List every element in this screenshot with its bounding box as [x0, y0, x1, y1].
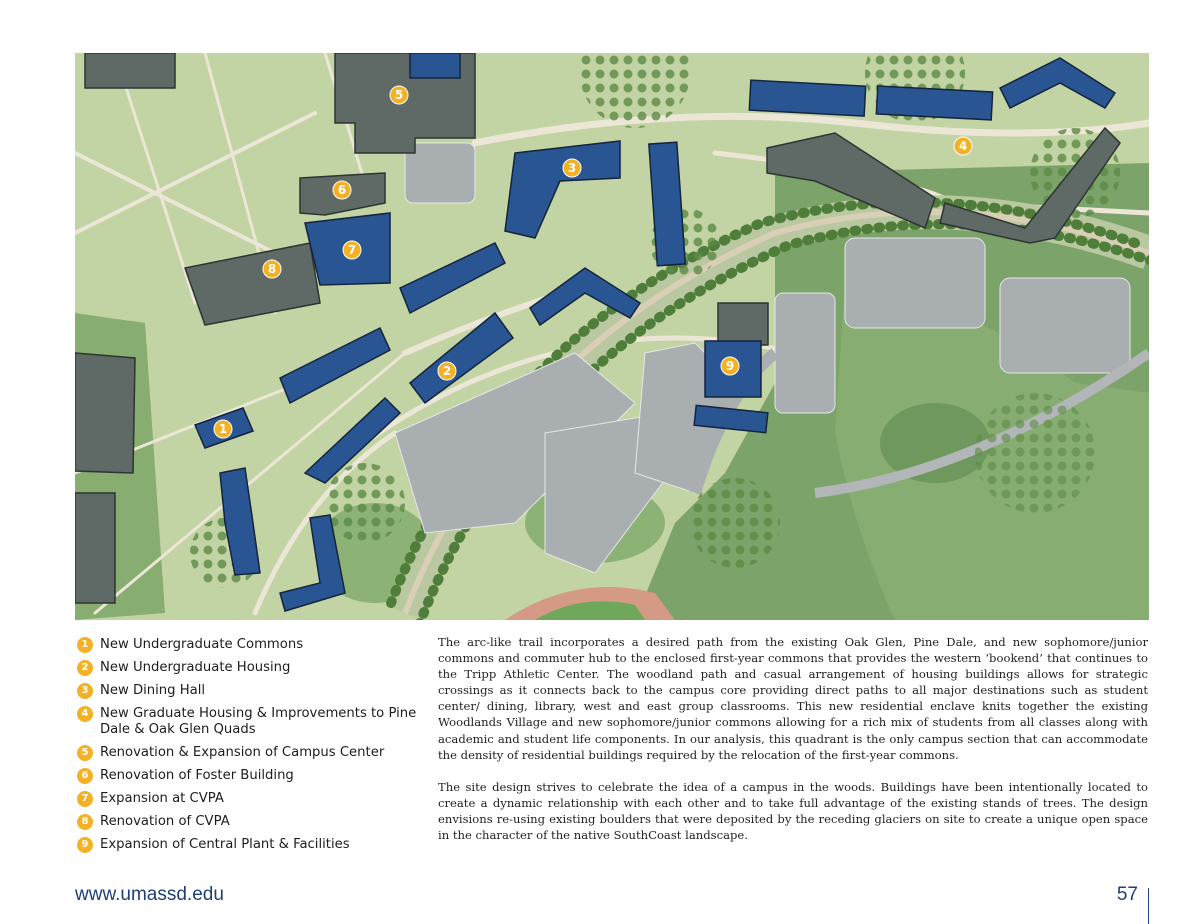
marker-label: 6 [337, 183, 347, 197]
map-legend [77, 637, 422, 860]
legend-label: Renovation & Expansion of Campus Center [100, 745, 385, 760]
legend-number-badge: 2 [77, 660, 93, 676]
map-marker-9 [721, 357, 739, 375]
legend-label: New Dining Hall [100, 683, 206, 698]
body-paragraph: The site design strives to celebrate the idea of a campus in the woods. Buildings have been intentionally located to create a dynamic relationship with each other and to take full advantage of the existing stands of trees. The design envisions re-using existing boulders that were deposited by the receding glaciers on site to create a unique open space in the character of the native SouthCoast landscape. [438, 779, 1148, 843]
marker-label: 9 [725, 359, 735, 373]
tree-cluster [975, 393, 1095, 513]
parking-lot-facilities [775, 293, 835, 413]
legend-number-badge: 9 [77, 837, 93, 853]
legend-label: Expansion of Central Plant & Facilities [100, 837, 350, 852]
legend-number-badge: 4 [77, 706, 93, 722]
legend-item [77, 706, 422, 738]
page-number-rule [1148, 888, 1149, 924]
body-paragraph: The arc-like trail incorporates a desired path from the existing Oak Glen, Pine Dale, and new sophomore/junior commons and commuter hub to the enclosed first-year commons that provides the western ‘bookend’ that continues to the Tripp Athletic Center. The woodland path and casual arrangement of housing buildings allows for strategic crossings as it connects back to the campus core providing direct paths to all major destinations such as student center/ dining, library, west and east group classrooms. This new residential enclave knits together the existing Woodlands Village and new sophomore/junior commons allowing for a rich mix of students from all classes along with academic and student life components. In our analysis, this quadrant is the only campus section that can accommodate the density of residential buildings required by the relocation of the first-year commons. [438, 635, 1148, 762]
legend-item [77, 768, 422, 784]
page-number: 57 [1116, 884, 1138, 905]
legend-number-badge: 8 [77, 814, 93, 830]
wooded-clearing [880, 403, 990, 483]
marker-label: 2 [442, 364, 452, 378]
map-marker-7 [343, 241, 361, 259]
legend-number-badge: 3 [77, 683, 93, 699]
map-marker-6 [333, 181, 351, 199]
map-marker-1 [214, 420, 232, 438]
housing-building [749, 80, 865, 116]
legend-label: Expansion at CVPA [100, 791, 224, 806]
legend-label: New Undergraduate Housing [100, 660, 291, 675]
existing-building-southwest [75, 493, 115, 603]
parking-lot-east [845, 238, 985, 328]
marker-label: 7 [347, 243, 357, 257]
legend-number-badge: 5 [77, 745, 93, 761]
map-marker-3 [563, 159, 581, 177]
body-text [438, 634, 1148, 859]
legend-label: Renovation of Foster Building [100, 768, 294, 783]
marker-label: 1 [218, 422, 228, 436]
legend-number-badge: 7 [77, 791, 93, 807]
legend-label: New Undergraduate Commons [100, 637, 304, 652]
footer-url[interactable]: www.umassd.edu [75, 884, 224, 905]
tree-cluster [690, 478, 780, 568]
map-marker-5 [390, 86, 408, 104]
map-marker-2 [438, 362, 456, 380]
legend-item [77, 745, 422, 761]
map-marker-8 [263, 260, 281, 278]
legend-item [77, 683, 422, 699]
site-plan-svg [75, 53, 1149, 620]
marker-label: 3 [567, 161, 577, 175]
tree-cluster [325, 463, 405, 543]
marker-label: 8 [267, 262, 277, 276]
map-marker-4 [954, 137, 972, 155]
marker-label: 5 [394, 88, 404, 102]
legend-label: New Graduate Housing & Improvements to Pine Dale & Oak Glen Quads [100, 706, 417, 737]
central-plant-building [718, 303, 768, 345]
parking-lot-far-east [1000, 278, 1130, 373]
legend-number-badge: 6 [77, 768, 93, 784]
legend-item [77, 637, 422, 653]
site-plan-map [75, 53, 1149, 620]
existing-building [85, 53, 175, 88]
legend-item [77, 837, 422, 853]
housing-building [876, 86, 992, 120]
legend-number-badge: 1 [77, 637, 93, 653]
legend-item [77, 791, 422, 807]
legend-item [77, 814, 422, 830]
legend-item [77, 660, 422, 676]
legend-label: Renovation of CVPA [100, 814, 230, 829]
existing-building-west [75, 353, 135, 473]
new-building [410, 53, 460, 78]
marker-label: 4 [958, 139, 968, 153]
